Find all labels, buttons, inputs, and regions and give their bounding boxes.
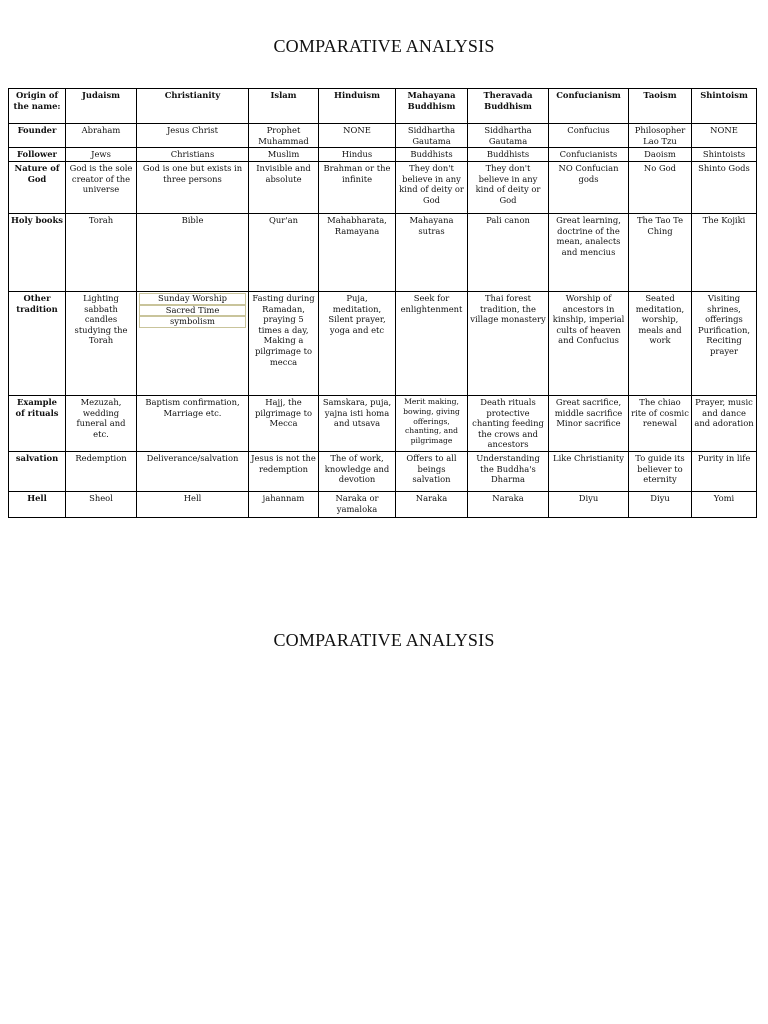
table-cell: Redemption [66,452,137,492]
table-cell: Samskara, puja, yajna isti homa and utsava [319,396,396,452]
column-header: Taoism [629,89,692,124]
table-cell: Buddhists [468,148,549,162]
table-cell: Confucianists [549,148,629,162]
table-cell: Offers to all beings salvation [396,452,468,492]
tradition-item: Sacred Time [139,305,246,317]
table-cell: Lighting sabbath candles studying the Torah [66,292,137,396]
table-cell: Jesus Christ [137,124,249,148]
table-cell: NONE [692,124,757,148]
table-cell: Jesus is not the redemption [249,452,319,492]
table-cell: Muslim [249,148,319,162]
column-header: Christianity [137,89,249,124]
column-header: Mahayana Buddhism [396,89,468,124]
table-cell: Puja, meditation, Silent prayer, yoga and etc [319,292,396,396]
header-row [9,89,757,124]
row-header: salvation [9,452,66,492]
table-cell: The chiao rite of cosmic renewal [629,396,692,452]
table-cell: Purity in life [692,452,757,492]
table-cell: Baptism confirmation, Marriage etc. [137,396,249,452]
table-cell: Bible [137,214,249,292]
table-cell: The Kojiki [692,214,757,292]
table-cell: Naraka [468,492,549,518]
table-cell: Hell [137,492,249,518]
table-cell: Shinto Gods [692,162,757,214]
table-cell: NO Confucian gods [549,162,629,214]
table-row [9,214,757,292]
table-cell: Prophet Muhammad [249,124,319,148]
table-cell: The of work, knowledge and devotion [319,452,396,492]
row-header: Holy books [9,214,66,292]
table-cell: Mezuzah, wedding funeral and etc. [66,396,137,452]
table-cell: Sheol [66,492,137,518]
table-row [9,162,757,214]
table-cell: Visiting shrines, offerings Purification, Reciting prayer [692,292,757,396]
table-cell: Seated meditation, worship, meals and work [629,292,692,396]
column-header: Hinduism [319,89,396,124]
table-row [9,492,757,518]
table-cell: Seek for enlightenment [396,292,468,396]
table-row [9,124,757,148]
table-cell: Daoism [629,148,692,162]
column-header: Theravada Buddhism [468,89,549,124]
corner-header: Origin of the name: [9,89,66,124]
column-header: Shintoism [692,89,757,124]
table-cell: Great sacrifice, middle sacrifice Minor sacrifice [549,396,629,452]
table-cell: Understanding the Buddha's Dharma [468,452,549,492]
table-row [9,292,757,396]
table-cell: jahannam [249,492,319,518]
table-cell: Death rituals protective chanting feeding the crows and ancestors [468,396,549,452]
table-cell: Buddhists [396,148,468,162]
table-cell: Thai forest tradition, the village monastery [468,292,549,396]
page-title-second: COMPARATIVE ANALYSIS [273,630,495,650]
table-cell: Naraka [396,492,468,518]
table-cell: They don't believe in any kind of deity or God [468,162,549,214]
table-cell: Fasting during Ramadan, praying 5 times a day, Making a pilgrimage to mecca [249,292,319,396]
table-cell: Prayer, music and dance and adoration [692,396,757,452]
table-cell: Deliverance/salvation [137,452,249,492]
row-header: Follower [9,148,66,162]
table-cell: Christians [137,148,249,162]
column-header: Judaism [66,89,137,124]
table-cell: Naraka or yamaloka [319,492,396,518]
table-cell: God is one but exists in three persons [137,162,249,214]
table-cell: God is the sole creator of the universe [66,162,137,214]
table-row [9,452,757,492]
table-cell: To guide its believer to eternity [629,452,692,492]
table-cell: Diyu [549,492,629,518]
table-cell: Confucius [549,124,629,148]
table-cell: Worship of ancestors in kinship, imperial cults of heaven and Confucius [549,292,629,396]
table-cell: Like Christianity [549,452,629,492]
table-cell: Siddhartha Gautama [396,124,468,148]
table-cell: Hindus [319,148,396,162]
table-cell: Diyu [629,492,692,518]
table-cell: Torah [66,214,137,292]
table-cell: Hajj, the pilgrimage to Mecca [249,396,319,452]
row-header: Founder [9,124,66,148]
table-row [9,148,757,162]
table-cell: Yomi [692,492,757,518]
tradition-item: Sunday Worship [139,293,246,305]
comparison-table [8,88,757,518]
table-cell: Invisible and absolute [249,162,319,214]
row-header: Example of rituals [9,396,66,452]
column-header: Islam [249,89,319,124]
table-cell: They don't believe in any kind of deity or God [396,162,468,214]
table-cell: Philosopher Lao Tzu [629,124,692,148]
table-cell: The Tao Te Ching [629,214,692,292]
table-cell: Abraham [66,124,137,148]
table-cell: Mahabharata, Ramayana [319,214,396,292]
table-cell-christianity-tradition [137,292,249,396]
table-cell: Brahman or the infinite [319,162,396,214]
row-header: Hell [9,492,66,518]
table-row [9,396,757,452]
table-cell: Siddhartha Gautama [468,124,549,148]
table-cell: Merit making, bowing, giving offerings, chanting, and pilgrimage [396,396,468,452]
table-cell: Shintoists [692,148,757,162]
row-header: Other tradition [9,292,66,396]
page-title: COMPARATIVE ANALYSIS [273,36,495,56]
table-cell: Mahayana sutras [396,214,468,292]
table-cell: Jews [66,148,137,162]
table-cell: No God [629,162,692,214]
row-header: Nature of God [9,162,66,214]
column-header: Confucianism [549,89,629,124]
table-cell: Great learning, doctrine of the mean, analects and mencius [549,214,629,292]
table-cell: Pali canon [468,214,549,292]
table-cell: Qur'an [249,214,319,292]
table-cell: NONE [319,124,396,148]
tradition-item: symbolism [139,316,246,328]
